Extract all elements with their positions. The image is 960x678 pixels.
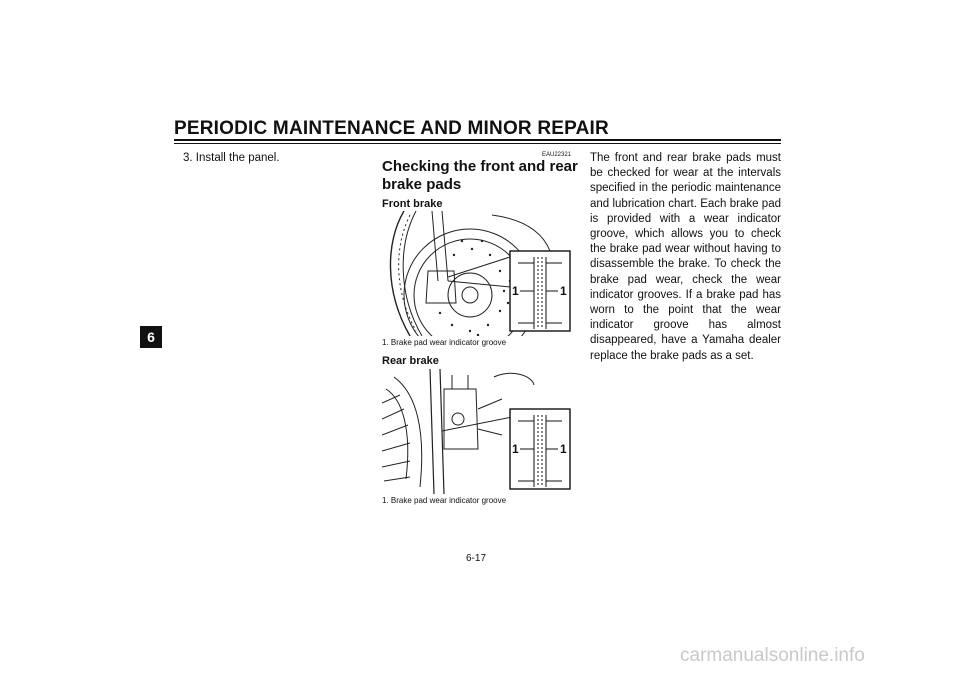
rear-callout-right: 1	[560, 442, 567, 456]
header-rule	[174, 139, 781, 141]
page-title: PERIODIC MAINTENANCE AND MINOR REPAIR	[174, 118, 609, 139]
watermark: carmanualsonline.info	[680, 645, 865, 666]
front-brake-heading: Front brake	[382, 198, 443, 210]
rear-figure-caption: 1. Brake pad wear indicator groove	[382, 496, 507, 505]
header-rule-thin	[174, 143, 781, 144]
install-step: 3. Install the panel.	[183, 152, 280, 164]
front-brake-illustration	[382, 211, 575, 336]
rear-callout-left: 1	[512, 442, 519, 456]
brake-pad-instructions: The front and rear brake pads must be checked for wear at the intervals specified in the periodic maintenance and lubrication chart. Each brake pad is provided with a wear indicator groove, which allows you to check the brake pad wear without having to disassemble the brake. To check the brake pad wear, check the wear indicator grooves. If a brake pad has worn to the point that the wear indicator groove has almost disappeared, have a Yamaha dealer replace the brake pads as a set.	[590, 152, 781, 362]
page-number: 6-17	[466, 553, 487, 564]
rear-brake-illustration	[382, 369, 575, 494]
chapter-tab[interactable]: 6	[140, 326, 162, 348]
front-figure-caption: 1. Brake pad wear indicator groove	[382, 338, 507, 347]
front-callout-left: 1	[512, 284, 519, 298]
rear-brake-heading: Rear brake	[382, 355, 439, 367]
section-code: EAU22321	[542, 152, 572, 158]
section-title: Checking the front and rear brake pads	[382, 158, 578, 193]
front-callout-right: 1	[560, 284, 567, 298]
